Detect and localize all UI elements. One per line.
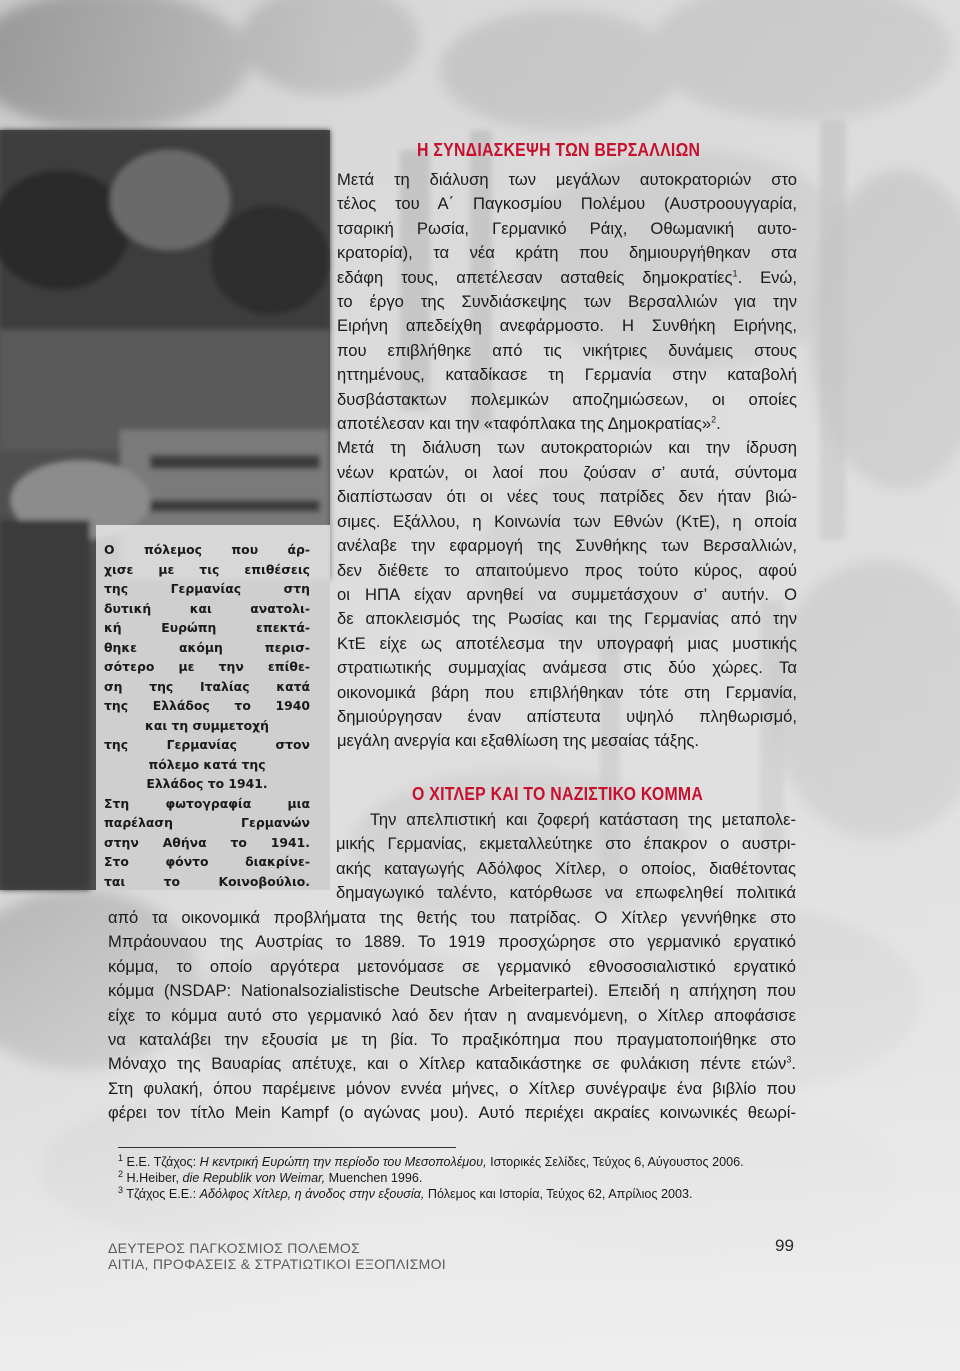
text-line: ΚτΕ είχε ως αποτέλεσμα την υπογραφή μιας μυστικής — [337, 633, 797, 653]
caption-line: θηκε ακόμη περισ- — [104, 639, 310, 655]
text-line: μικής Γερμανίας, εκμεταλλεύτηκε στο έπακρον ο αυστρι- — [336, 834, 796, 854]
text-line: Την απελπιστική και ζοφερή κατάσταση της μεταπολε- — [370, 810, 796, 829]
footnote-ref-1: 1 — [732, 268, 738, 279]
text-line: μεγάλη ανεργία και εξαθλίωση της μεσαίας τάξης. — [337, 731, 700, 751]
footnote-divider — [118, 1147, 456, 1148]
caption-line: πόλεμο κατά της — [148, 756, 266, 772]
footnote-ref-2: 2 — [711, 414, 717, 425]
caption-line: Στη φωτογραφία μια — [104, 795, 310, 811]
text-line: Μόναχο της Βαυαρίας απέτυχε, και ο Χίτλερ καταδικάστηκε σε φυλάκιση πέντε ετών$^3$. — [108, 1054, 796, 1074]
text-line: Στη φυλακή, όπου παρέμεινε μόνον εννέα μήνες, ο Χίτλερ συνέγραψε ένα βιβλίο που — [108, 1078, 796, 1098]
photo-caption — [104, 540, 310, 891]
text-line: που επιβλήθηκε από τις νικήτριες δυνάμεις στους — [337, 340, 797, 360]
footer-book-title: ΔΕΥΤΕΡΟΣ ΠΑΓΚΟΣΜΙΟΣ ΠΟΛΕΜΟΣ — [108, 1240, 361, 1256]
caption-line: παρέλαση Γερμανών — [104, 815, 310, 830]
text-line: κρατορία), τα νέα κράτη που δημιουργήθηκαν στα — [337, 243, 797, 263]
text-line: τσαρική Ρωσία, Γερμανικό Ράιχ, Οθωμανική αυτο- — [337, 218, 797, 238]
caption-line: της Ελλάδος το 1940 — [104, 698, 310, 713]
section-body-versailles — [337, 168, 797, 754]
text-line: δυσβάστακτων πολεμικών αποζημιώσεων, οι οποίες — [337, 389, 797, 409]
text-line: Μετά τη διάλυση των αυτοκρατοριών και την ίδρυση — [337, 438, 797, 458]
page-number: 99 — [775, 1236, 794, 1255]
text-line: δεν διέθετε το απαιτούμενο προς τούτο κύρος, αφού — [337, 560, 797, 580]
text-line: φέρει τον τίτλο Mein Kampf (ο αγώνας μου). Αυτό περιέχει ακραίες κοινωνικές θεωρί- — [108, 1103, 796, 1123]
caption-line: χισε με τις επιθέσεις — [104, 561, 310, 577]
text-line: σιμες. Εξάλλου, η Κοινωνία των Εθνών (ΚτΕ), η οποία — [337, 511, 797, 531]
text-line: Μπράουναου της Αυστρίας το 1889. Το 1919 προσχώρησε στο γερμανικό εργατικό — [108, 932, 796, 952]
caption-line: σότερο με την επίθε- — [104, 659, 310, 674]
footnote-3: $^3$ Τζάχος Ε.Ε.: Αδόλφος Χίτλερ, η άνοδος στην εξουσία, Πόλεμος και Ιστορία, Τεύχος 62, Απρίλιος 2003. — [118, 1184, 693, 1201]
caption-line: ση της Ιταλίας κατά — [104, 678, 310, 694]
caption-line: Ο πόλεμος που άρ- — [104, 542, 310, 557]
text-line: στρατιωτικής συμμαχίας ανάμεσα στις δύο χώρες. Τα — [337, 658, 797, 678]
text-line: δε αποκλεισμός της Ρωσίας και της Γερμανίας από την — [337, 609, 797, 629]
text-line: εδάφη τους, απετέλεσαν ασταθείς δημοκρατίες$^1$. Ενώ, — [337, 267, 797, 287]
caption-line: δυτική και ανατολι- — [104, 600, 310, 616]
section-heading-hitler: Ο ΧΙΤΛΕΡ ΚΑΙ ΤΟ ΝΑΖΙΣΤΙΚΟ ΚΟΜΜΑ — [412, 784, 704, 804]
text-line: ανέλαβε την εφαρμογή της Συνθήκης των Βερσαλλιών, — [337, 536, 797, 556]
text-line: νέων κρατών, οι λαοί που ζούσαν σ’ αυτά, σύντομα — [337, 462, 797, 482]
caption-line: στην Αθήνα το 1941. — [104, 834, 310, 850]
caption-line: της Γερμανίας στη — [104, 581, 310, 596]
caption-line: της Γερμανίας στον — [104, 737, 310, 752]
text-line: οι ΗΠΑ είχαν αρνηθεί να συμμετάσχουν σ’ αυτήν. Ο — [337, 584, 797, 604]
text-line: κόμμα (NSDAP: Nationalsozialistische Deutsche Arbeiterpartei). Επειδή η απήχηση που — [108, 981, 796, 1001]
text-line: να καταλάβει την εξουσία με τη βία. Το πραξικόπημα που πραγματοποιήθηκε στο — [108, 1030, 796, 1050]
caption-line: και τη συμμετοχή — [145, 717, 269, 733]
footnote-ref-3: 3 — [786, 1054, 792, 1065]
text-line: δημιούργησαν έναν απίστευτα υψηλό πληθωρισμό, — [337, 706, 797, 726]
section-body-hitler-narrow — [336, 808, 796, 906]
text-line: δημαγωγικό ταλέντο, κατόρθωσε να επωφεληθεί πολιτικά — [336, 883, 796, 903]
text-line: Μετά τη διάλυση των μεγάλων αυτοκρατοριών στο — [337, 170, 797, 189]
caption-line: κή Ευρώπη επεκτά- — [104, 620, 310, 635]
text-line: ακής καταγωγής Αδόλφος Χίτλερ, ο οποίος, διαθέτοντας — [336, 858, 796, 878]
text-line: οικονομικά βάρη που επιβλήθηκαν τότε στη Γερμανία, — [337, 682, 797, 702]
caption-line: ται το Κοινοβούλιο. — [104, 873, 310, 889]
text-line: Ειρήνη απεδείχθη ανεφάρμοστο. Η Συνθήκη Ειρήνης, — [337, 316, 797, 336]
text-line: από τα οικονομικά προβλήματα της θετής του πατρίδας. Ο Χίτλερ γεννήθηκε στο — [108, 908, 796, 927]
section-body-hitler-wide — [108, 906, 796, 1126]
caption-line: Ελλάδος το 1941. — [146, 776, 268, 791]
text-line: ηττημένους, καταδίκασε τη Γερμανία στην καταβολή — [337, 365, 797, 385]
footnote-1: $^1$ Ε.Ε. Τζάχος: Η κεντρική Ευρώπη την περίοδο του Μεσοπολέμου, Ιστορικές Σελίδες, Τεύχος 6, Αύγουστος 2006. — [118, 1152, 744, 1169]
section-heading-versailles: Η ΣΥΝΔΙΑΣΚΕΨΗ ΤΩΝ ΒΕΡΣΑΛΛΙΩΝ — [417, 140, 701, 160]
text-line: τέλος του Α΄ Παγκοσμίου Πολέμου (Αυστροουγγαρία, — [337, 194, 797, 214]
text-line: διαπίστωσαν ότι οι νέες τους πατρίδες δεν ήταν βιώ- — [337, 487, 797, 507]
text-line: είχε το κόμμα αυτό στο γερμανικό λαό δεν ήταν η αναμενόμενη, ο Χίτλερ αποφάσισε — [108, 1005, 796, 1025]
footnote-2: $^2$ H.Heiber, die Republik von Weimar, Muenchen 1996. — [118, 1168, 423, 1185]
footer-chapter-title: ΑΙΤΙΑ, ΠΡΟΦΑΣΕΙΣ & ΣΤΡΑΤΙΩΤΙΚΟΙ ΕΞΟΠΛΙΣΜΟΙ — [108, 1256, 446, 1272]
text-line: αποτέλεσαν και την «ταφόπλακα της Δημοκρατίας»$^2$. — [337, 414, 721, 434]
caption-line: Στο φόντο διακρίνε- — [104, 854, 310, 869]
text-line: κόμμα, το οποίο αργότερα μετονόμασε σε γερμανικό εθνοσοσιαλιστικό εργατικό — [108, 956, 796, 976]
text-line: το έργο της Συνδιάσκεψης των Βερσαλλιών για την — [337, 292, 797, 312]
